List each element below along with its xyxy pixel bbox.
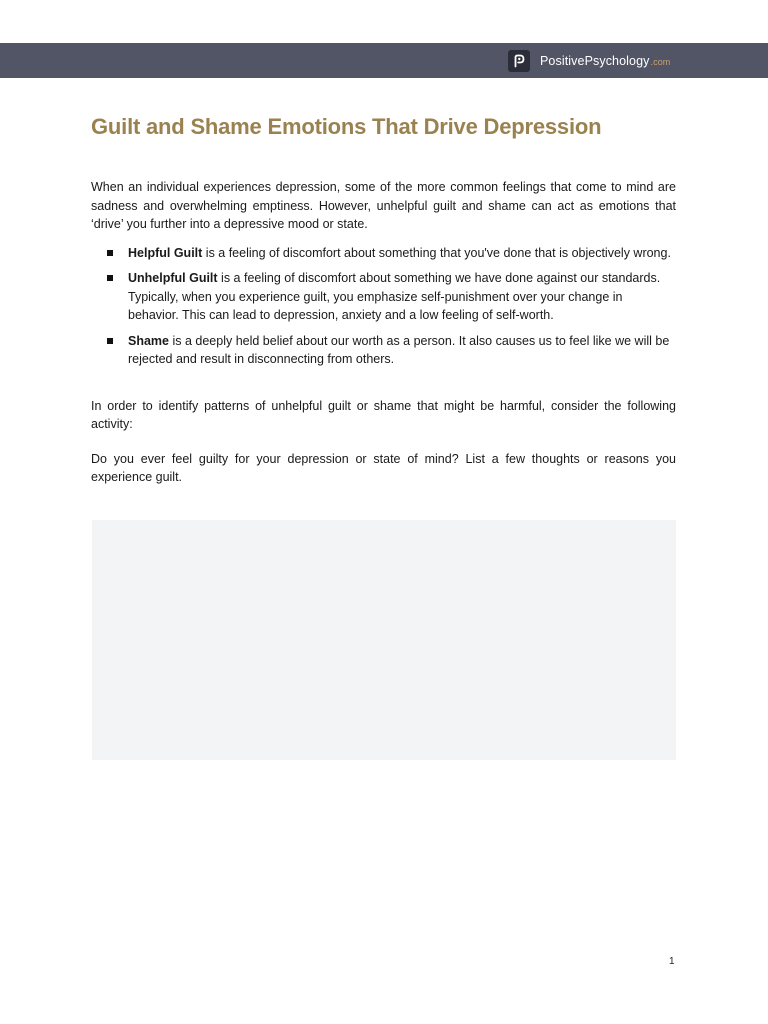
page-title: Guilt and Shame Emotions That Drive Depression	[91, 114, 602, 139]
square-bullet-icon	[107, 275, 113, 281]
brand-name	[540, 54, 670, 68]
term-shame: Shame	[128, 333, 169, 348]
question-prompt: Do you ever feel guilty for your depression or state of mind? List a few thoughts or reasons you experience guilt.	[91, 451, 676, 484]
definition-helpful-guilt: is a feeling of discomfort about something that you've done that is objectively wrong.	[202, 245, 671, 260]
term-helpful-guilt: Helpful Guilt	[128, 245, 203, 260]
brand-suffix: .com	[650, 57, 671, 67]
list-item-unhelpful-guilt	[91, 269, 676, 325]
document-body	[91, 178, 676, 487]
definition-list	[91, 244, 676, 369]
square-bullet-icon	[107, 250, 113, 256]
activity-intro-paragraph: In order to identify patterns of unhelpful guilt or shame that might be harmful, consider the following activity:	[91, 398, 676, 431]
positivepsychology-logo-icon	[508, 50, 530, 72]
header-band	[0, 43, 768, 78]
list-item-shame	[91, 332, 676, 369]
intro-paragraph: When an individual experiences depression, some of the more common feelings that come to mind are sadness and overwhelming emptiness. However, unhelpful guilt and shame can act as emotions that ‘drive’ you further into a depressive mood or state.	[91, 180, 676, 231]
definition-unhelpful-guilt: is a feeling of discomfort about something we have done against our standards. Typically, when you experience guilt, you emphasize self-punishment over your change in behavior. This can lead to depression, anxiety and a low feeling of self-worth.	[128, 271, 661, 322]
definition-shame: is a deeply held belief about our worth as a person. It also causes us to feel like we will be rejected and result in disconnecting from others.	[128, 333, 670, 366]
square-bullet-icon	[107, 338, 113, 344]
brand-name-text: PositivePsychology	[540, 54, 650, 68]
answer-input-box[interactable]	[92, 520, 676, 760]
page-number: 1	[669, 956, 675, 967]
term-unhelpful-guilt: Unhelpful Guilt	[128, 271, 218, 285]
list-item-helpful-guilt	[91, 244, 676, 263]
brand-logo-link[interactable]	[508, 50, 670, 72]
